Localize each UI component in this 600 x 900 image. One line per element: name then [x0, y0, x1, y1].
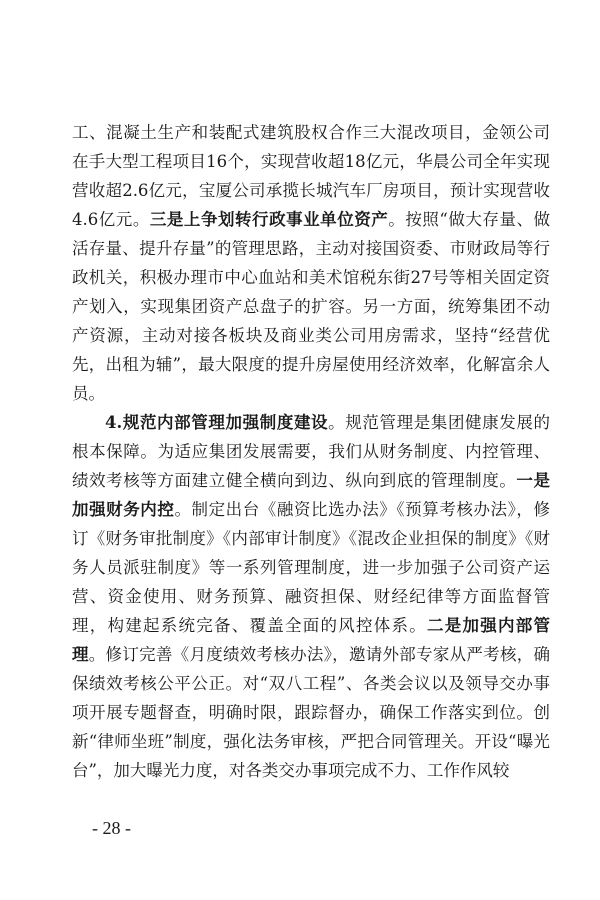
section-heading-3: 三是上争划转行政事业单位资产	[149, 210, 389, 229]
paragraph-text: 。修订完善《月度绩效考核办法》，邀请外部专家从严考核，确保绩效考核公平公正。对“双八工程”、各类会议以及领导交办事项开展专题督查，明确时限，跟踪督办，确保工作落实到位。创新“律师坐班”制度，强化法务审核，严把合同管理关。开设“曝光台”，加大曝光力度，对各类交办事项完成不力、工作作风较	[72, 645, 551, 780]
document-body	[72, 118, 550, 785]
section-heading-4: 4.规范内部管理加强制度建设	[105, 413, 329, 432]
page-number: - 28 -	[92, 818, 131, 838]
subheading-internal-management: 二是加强内部管理	[72, 616, 550, 664]
subheading-financial-control: 一是加强财务内控	[72, 471, 551, 519]
paragraph-text: 。制定出台《融资比选办法》《预算考核办法》，修订《财务审批制度》《内部审计制度》《混改企业担保的制度》《财务人员派驻制度》等一系列管理制度，进一步加强子公司资产运营、资金使用、财务预算、融资担保、财经纪律等方面监督管理，构建起系统完备、覆盖全面的风控体系。	[72, 500, 551, 635]
paragraph-text: 。规范管理是集团健康发展的根本保障。为适应集团发展需要，我们从财务制度、内控管理、绩效考核等方面建立健全横向到边、纵向到底的管理制度。	[72, 413, 550, 490]
paragraph-internal-management	[72, 408, 550, 785]
paragraph-text: 工、混凝土生产和装配式建筑股权合作三大混改项目，金领公司在手大型工程项目16个，实现营收超18亿元，华晨公司全年实现营收超2.6亿元，宝厦公司承揽长城汽车厂房项目，预计实现营收4.6亿元。	[72, 123, 550, 229]
paragraph-text: 。按照“做大存量、做活存量、提升存量”的管理思路，主动对接国资委、市财政局等行政机关，积极办理市中心血站和美术馆税东街27号等相关固定资产划入，实现集团资产总盘子的扩容。另一方面，统筹集团不动产资源，主动对接各板块及商业类公司用房需求，坚持“经营优先，出租为辅”，最大限度的提升房屋使用经济效率，化解富余人员。	[72, 210, 551, 403]
paragraph-continuation	[72, 118, 550, 408]
